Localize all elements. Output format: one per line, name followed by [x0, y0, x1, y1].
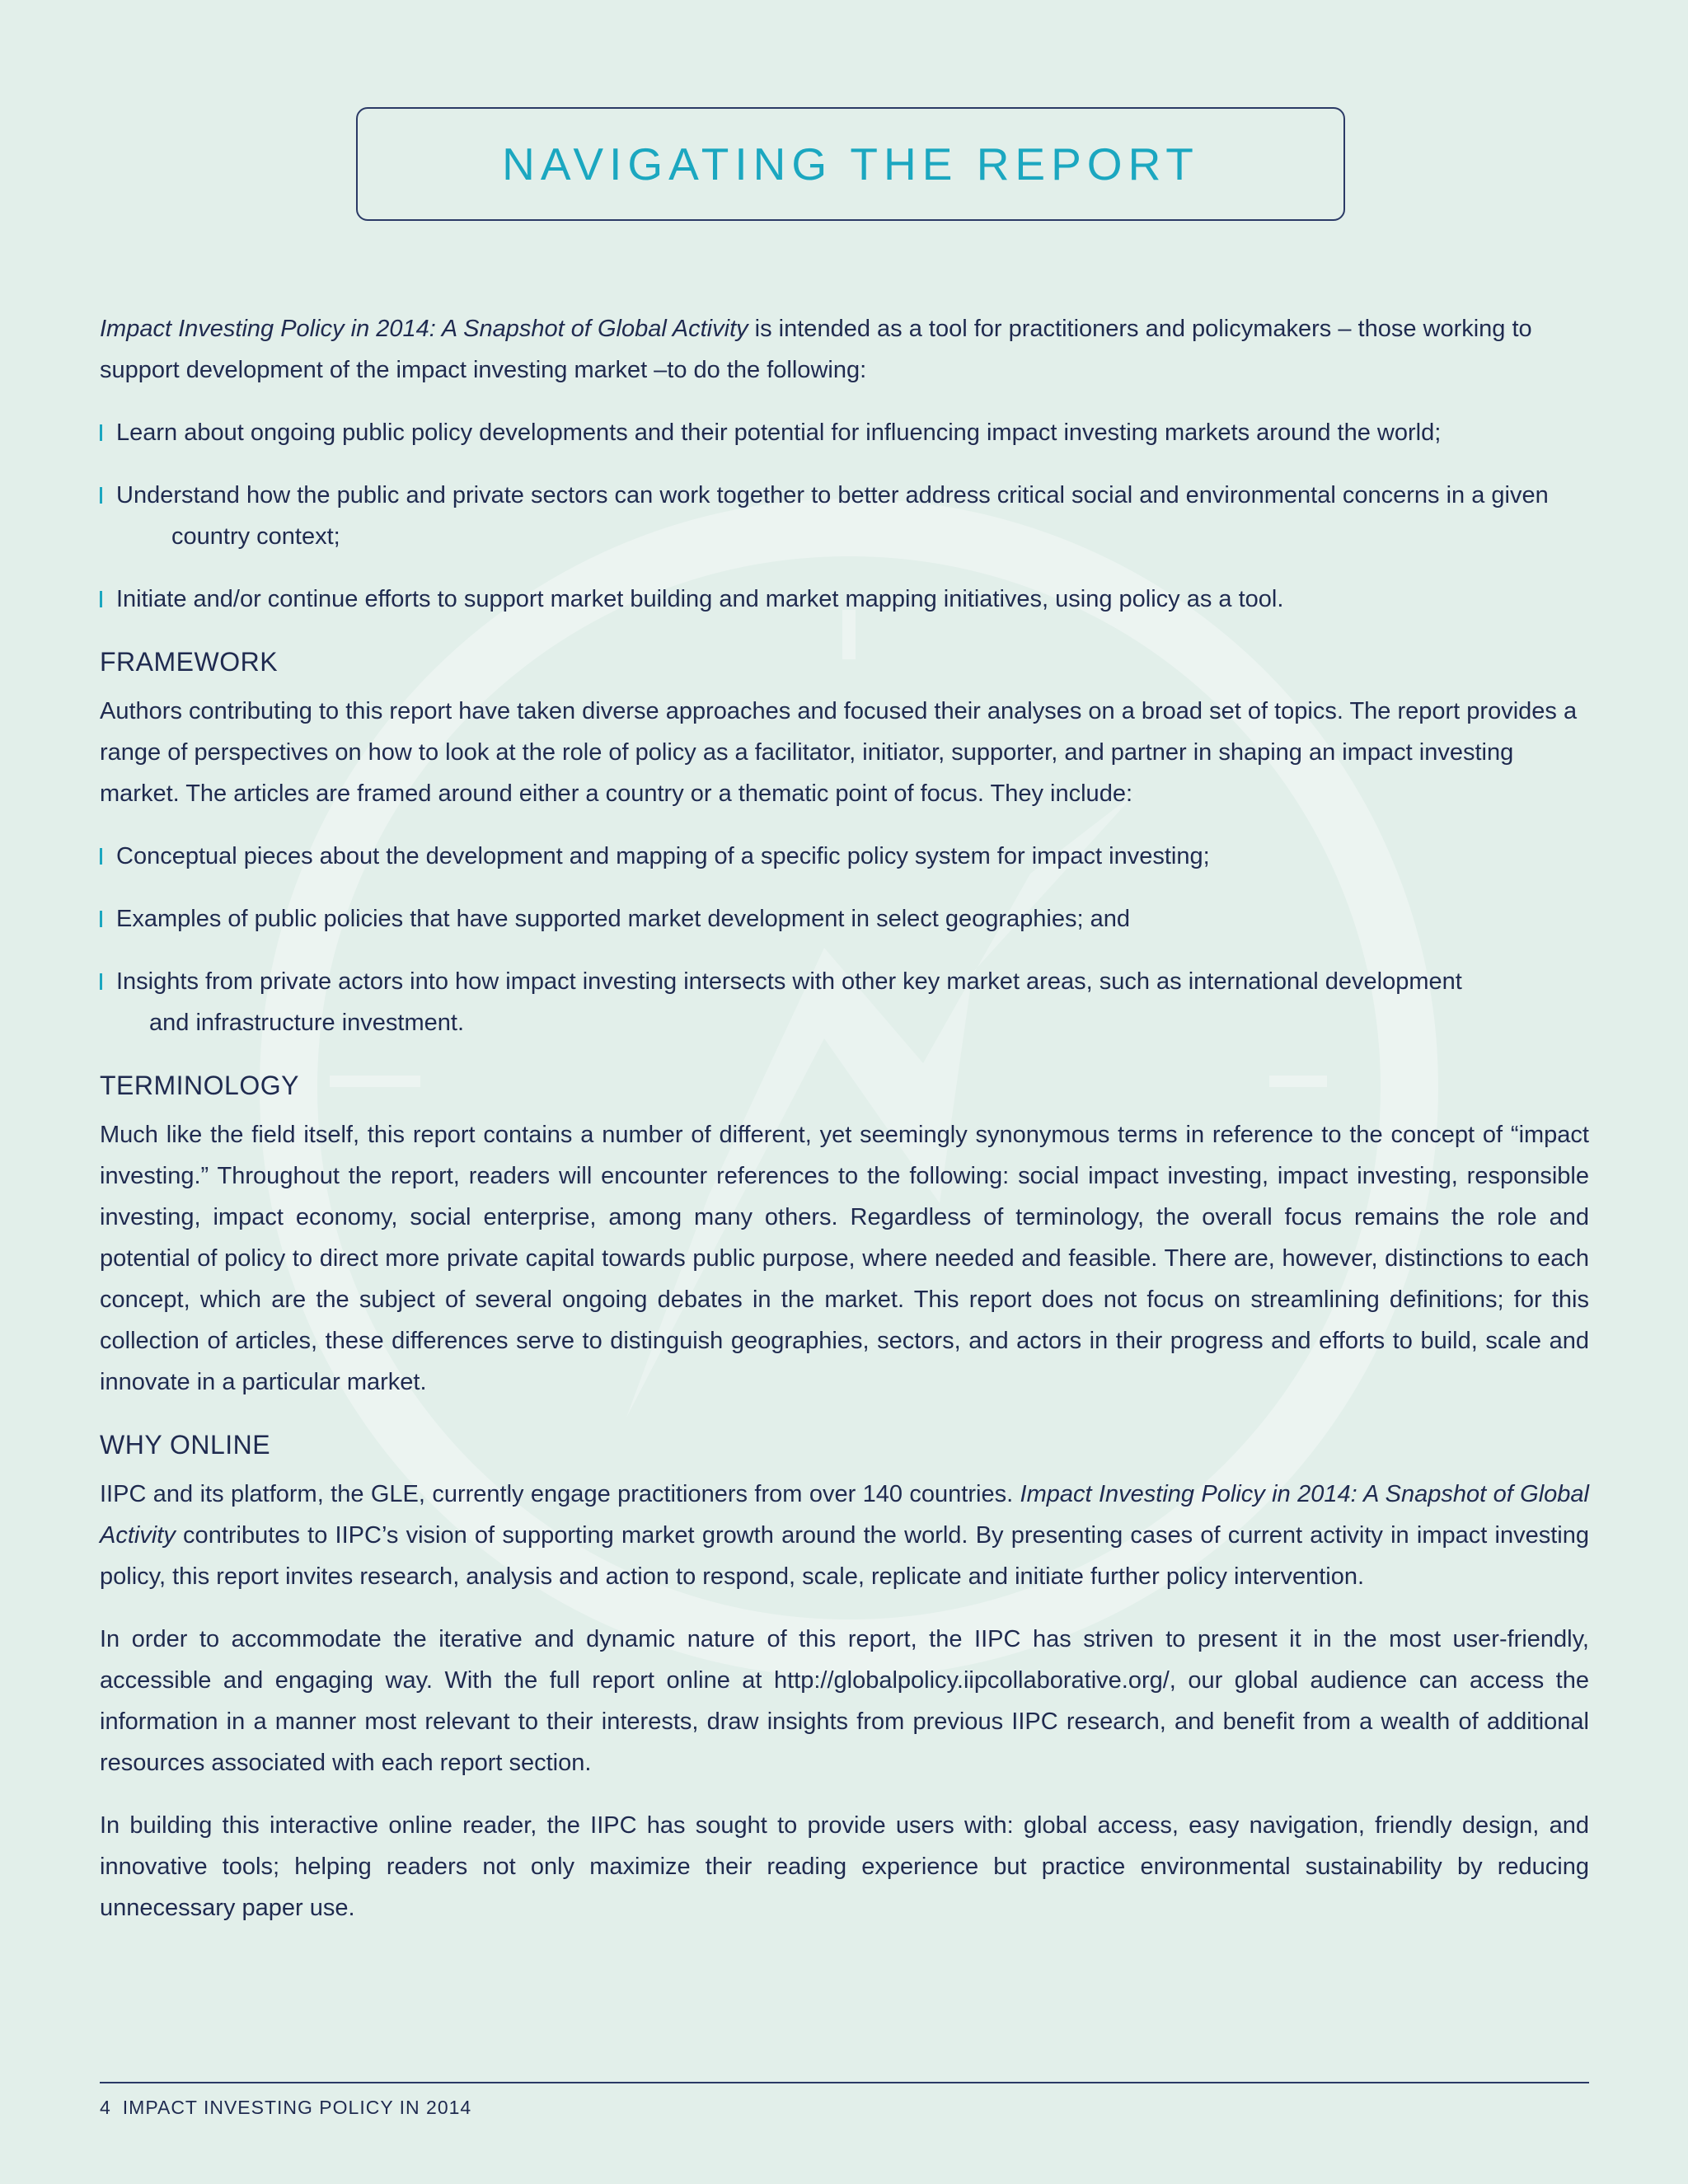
bullet-text: Understand how the public and private sectors can work together to better address critical social and environmental concerns in a given: [116, 482, 1549, 509]
intro-text: is intended as a tool for practitioners and policymakers – those working to support development of the impact investing market –to do the following:: [100, 316, 1532, 383]
bullet-text: Initiate and/or continue efforts to support market building and market mapping initiatives, using policy as a tool.: [116, 586, 1284, 612]
running-title: IMPACT INVESTING POLICY IN 2014: [122, 2097, 472, 2118]
bullet-mark-icon: [100, 591, 102, 607]
bullet-continuation: country context;: [171, 523, 340, 550]
why-online-heading: WHY ONLINE: [100, 1430, 271, 1460]
bullet-text: Insights from private actors into how impact investing intersects with other key market areas, such as international development: [116, 968, 1462, 995]
footer-divider: [100, 2082, 1589, 2083]
intro-report-title: Impact Investing Policy in 2014: A Snapshot of Global Activity: [100, 316, 748, 342]
list-item: [100, 961, 1589, 1043]
list-item: [100, 475, 1589, 557]
framework-heading: FRAMEWORK: [100, 647, 279, 677]
bullet-continuation: and infrastructure investment.: [149, 1010, 465, 1036]
title-box: [356, 107, 1345, 221]
bullet-mark-icon: [100, 424, 102, 441]
terminology-heading: TERMINOLOGY: [100, 1071, 299, 1100]
terminology-paragraph: Much like the field itself, this report contains a number of different, yet seemingly synonymous terms in reference to the concept of “impact investing.” Throughout the report, readers will encounter references to the following: social impact investing, impact investing, responsible investing, impact economy, social enterprise, among many others. Regardless of terminology, the overall focus remains the role and potential of policy to direct more private capital towards public purpose, where needed and feasible. There are, however, distinctions to each concept, which are the subject of several ongoing debates in the market. This report does not focus on streamlining definitions; for this collection of articles, these differences serve to distinguish geographies, sectors, and actors in their progress and efforts to build, scale and innovate in a particular market.: [100, 1122, 1589, 1395]
why-online-paragraph-2: In order to accommodate the iterative and dynamic nature of this report, the IIPC has striven to present it in the most user-friendly, accessible and engaging way. With the full report online at http://globalpolicy.iipcollaborative.org/, our global audience can access the information in a manner most relevant to their interests, draw insights from previous IIPC research, and benefit from a wealth of additional resources associated with each report section.: [100, 1626, 1589, 1776]
why-online-paragraph-1: [100, 1474, 1589, 1597]
page-number: 4: [100, 2097, 111, 2118]
framework-paragraph: Authors contributing to this report have taken diverse approaches and focused their analyses on a broad set of topics. The report provides a range of perspectives on how to look at the role of policy as a facilitator, initiator, supporter, and partner in shaping an impact investing market. The articles are framed around either a country or a thematic point of focus. They include:: [100, 698, 1578, 807]
list-item: [100, 579, 1589, 620]
bullet-mark-icon: [100, 973, 102, 990]
why-online-text-b: contributes to IIPC’s vision of supporting market growth around the world. By presenting cases of current activity in impact investing policy, this report invites research, analysis and action to respond, scale, replicate and initiate further policy intervention.: [100, 1522, 1589, 1590]
list-item: [100, 836, 1589, 877]
list-item: [100, 412, 1589, 453]
bullet-mark-icon: [100, 848, 102, 865]
bullet-text: Learn about ongoing public policy developments and their potential for influencing impact investing markets around the world;: [116, 419, 1442, 446]
intro-paragraph: [100, 308, 1589, 391]
why-online-text-a: IIPC and its platform, the GLE, currently engage practitioners from over 140 countries.: [100, 1481, 1020, 1507]
bullet-mark-icon: [100, 487, 102, 504]
why-online-paragraph-3: In building this interactive online reader, the IIPC has sought to provide users with: global access, easy navigation, friendly design, and innovative tools; helping readers not only maximize their reading experience but practice environmental sustainability by reducing unnecessary paper use.: [100, 1812, 1589, 1921]
footer: [100, 2097, 471, 2119]
content: [100, 308, 1589, 1950]
bullet-text: Examples of public policies that have supported market development in select geographies; and: [116, 906, 1131, 932]
list-item: [100, 898, 1589, 940]
page-title: NAVIGATING THE REPORT: [502, 138, 1199, 190]
bullet-text: Conceptual pieces about the development and mapping of a specific policy system for impact investing;: [116, 843, 1210, 869]
bullet-mark-icon: [100, 911, 102, 927]
why-online-report-title: Impact Investing Policy in 2014: A Snapshot of Global Activity: [100, 1481, 1589, 1549]
